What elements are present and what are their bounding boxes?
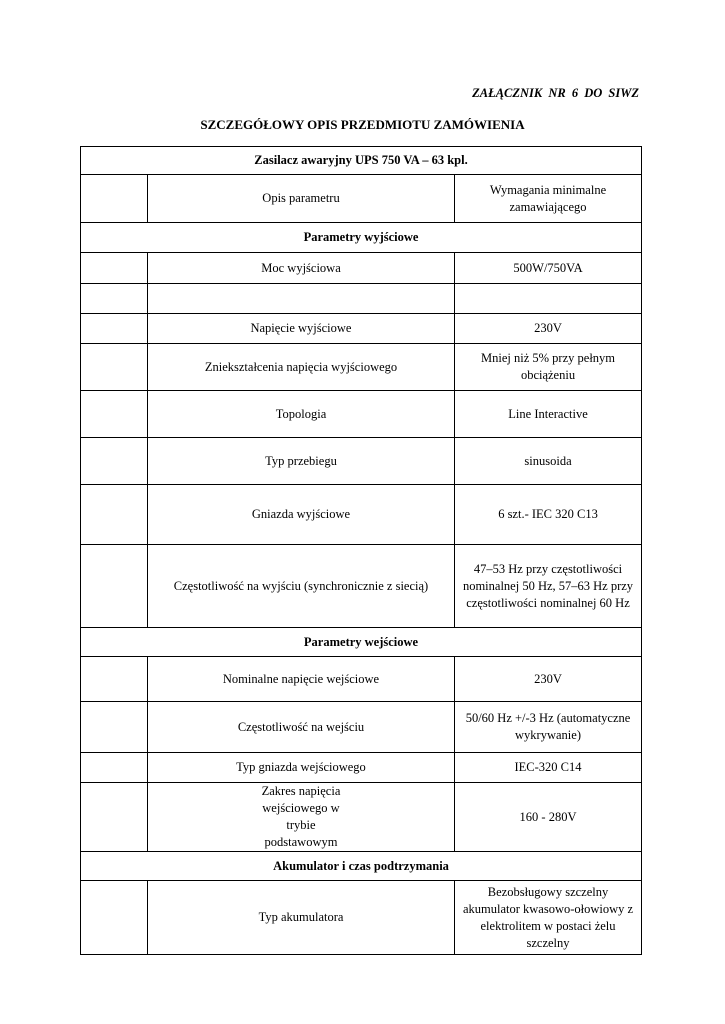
empty-cell [81, 284, 148, 314]
empty-cell [81, 702, 148, 753]
empty-cell [148, 284, 455, 314]
annex-label: ZAŁĄCZNIK NR 6 DO SIWZ [472, 86, 639, 100]
column-header-requirements: Wymagania minimalne zamawiającego [455, 175, 642, 223]
document-title: SZCZEGÓŁOWY OPIS PRZEDMIOTU ZAMÓWIENIA [200, 117, 525, 132]
param-value: 47–53 Hz przy częstotliwości nominalnej 50 Hz, 57–63 Hz przy częstotliwości nominalnej 60 Hz [455, 545, 642, 628]
empty-cell [81, 881, 148, 955]
section-row [81, 852, 642, 881]
param-label: Moc wyjściowa [148, 253, 455, 284]
param-label: Typ gniazda wejściowego [148, 753, 455, 783]
table-row [81, 438, 642, 485]
empty-cell [81, 438, 148, 485]
param-value: 6 szt.- IEC 320 C13 [455, 485, 642, 545]
empty-cell [81, 344, 148, 391]
section-battery: Akumulator i czas podtrzymania [81, 852, 642, 881]
param-value: Bezobsługowy szczelny akumulator kwasowo-ołowiowy z elektrolitem w postaci żelu szczelny [455, 881, 642, 955]
empty-cell [81, 391, 148, 438]
table-heading-row [81, 147, 642, 175]
spec-table [80, 146, 642, 955]
param-label: Zakres napięcia wejściowego w trybie podstawowym [148, 783, 455, 852]
empty-cell [81, 545, 148, 628]
param-label: Częstotliwość na wejściu [148, 702, 455, 753]
empty-cell [81, 753, 148, 783]
table-row [81, 783, 642, 852]
section-input: Parametry wejściowe [81, 628, 642, 657]
section-row [81, 223, 642, 253]
param-label: Gniazda wyjściowe [148, 485, 455, 545]
table-row [81, 314, 642, 344]
table-row [81, 253, 642, 284]
param-label: Nominalne napięcie wejściowe [148, 657, 455, 702]
empty-cell [81, 175, 148, 223]
param-label: Topologia [148, 391, 455, 438]
empty-cell [81, 314, 148, 344]
table-row [81, 391, 642, 438]
column-header-param: Opis parametru [148, 175, 455, 223]
table-row [81, 702, 642, 753]
param-label: Częstotliwość na wyjściu (synchronicznie z siecią) [148, 545, 455, 628]
param-value: 160 - 280V [455, 783, 642, 852]
empty-cell [81, 253, 148, 284]
param-value: Mniej niż 5% przy pełnym obciążeniu [455, 344, 642, 391]
table-row [81, 284, 642, 314]
section-output: Parametry wyjściowe [81, 223, 642, 253]
param-value: 50/60 Hz +/-3 Hz (automatyczne wykrywanie) [455, 702, 642, 753]
table-row [81, 657, 642, 702]
table-row [81, 344, 642, 391]
empty-cell [81, 657, 148, 702]
param-value: 500W/750VA [455, 253, 642, 284]
param-label: Typ przebiegu [148, 438, 455, 485]
table-row [81, 485, 642, 545]
empty-cell [81, 485, 148, 545]
table-row [81, 881, 642, 955]
section-row [81, 628, 642, 657]
param-label: Zniekształcenia napięcia wyjściowego [148, 344, 455, 391]
empty-cell [455, 284, 642, 314]
param-value: 230V [455, 657, 642, 702]
column-header-row [81, 175, 642, 223]
table-row [81, 753, 642, 783]
param-value: sinusoida [455, 438, 642, 485]
table-heading: Zasilacz awaryjny UPS 750 VA – 63 kpl. [81, 147, 642, 175]
empty-cell [81, 783, 148, 852]
param-value: Line Interactive [455, 391, 642, 438]
param-label: Napięcie wyjściowe [148, 314, 455, 344]
param-value: IEC-320 C14 [455, 753, 642, 783]
table-row [81, 545, 642, 628]
param-label: Typ akumulatora [148, 881, 455, 955]
param-value: 230V [455, 314, 642, 344]
